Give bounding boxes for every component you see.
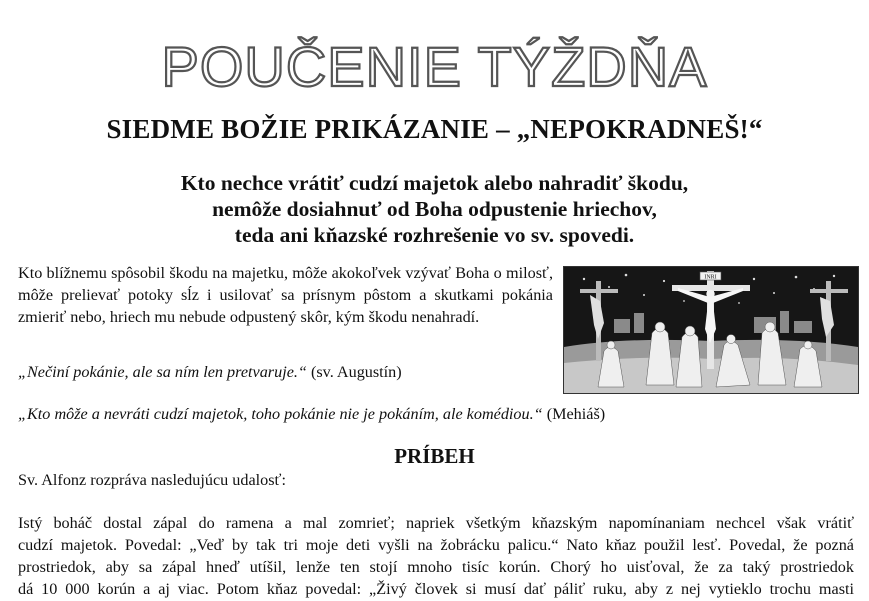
lead-line: Kto nechce vrátiť cudzí majetok alebo nahradiť škodu, (180, 171, 689, 195)
lead-line: teda ani kňazské rozhrešenie vo sv. spovedi. (234, 223, 635, 247)
intro-paragraph: Kto blížnemu spôsobil škodu na majetku, môže akokoľvek vzývať Boha o milosť, môže prelievať potoky sĺz i usilovať sa prísnym pôstom a skutkami pokánia zmieriť nebo, hriech mu nebude odpustený skôr, kým škodu nenahradí. (18, 264, 553, 326)
quote-source: (Mehiáš) (542, 405, 606, 423)
quote-text: „Kto môže a nevráti cudzí majetok, toho pokánie nie je pokáním, ale komédiou.“ (18, 405, 543, 423)
crucifixion-illustration (563, 266, 859, 394)
story-line: prostriedok, aby sa zápal hneď utíšil, lenže ten stojí mnoho tisíc korún. Chorý ho uisťoval, že za taký prostriedok (18, 558, 854, 576)
story-line: dá 10 000 korún a aj viac. Potom kňaz povedal: „Živý človek si musí dať páliť ruku, aby z nej vytieklo trochu masti (18, 580, 854, 598)
story-line: Istý boháč dostal zápal do ramena a mal zomrieť; napriek všetkým kňazským napomínaniam nechcel však vrátiť (18, 514, 854, 532)
quote-mehias (18, 403, 605, 425)
page-title (0, 36, 869, 96)
story-line: cudzí majetok. Povedal: „Veď by tak tri moje deti vyšli na žobrácku palicu.“ Nato kňaz použil lesť. Povedal, že pozná (18, 536, 854, 554)
story-opening: Sv. Alfonz rozpráva nasledujúcu udalosť: (18, 471, 286, 489)
cross-inscription: INRI (704, 274, 717, 281)
subtitle: SIEDME BOŽIE PRIKÁZANIE – „NEPOKRADNEŠ!“ (106, 114, 763, 144)
title-text: POUČENIE TÝŽDŇA (161, 36, 708, 96)
lead-statement (0, 170, 869, 248)
quote-text: „Nečiní pokánie, ale sa ním len pretvaruje.“ (18, 363, 307, 381)
quote-source: (sv. Augustín) (306, 363, 402, 381)
crucifixion-engraving-icon (564, 267, 858, 393)
lead-line: nemôže dosiahnuť od Boha odpustenie hriechov, (212, 197, 657, 221)
quote-augustin (18, 361, 402, 383)
title-outline-graphic (0, 36, 869, 96)
story-heading: PRÍBEH (394, 444, 475, 468)
story-paragraph (18, 512, 854, 601)
